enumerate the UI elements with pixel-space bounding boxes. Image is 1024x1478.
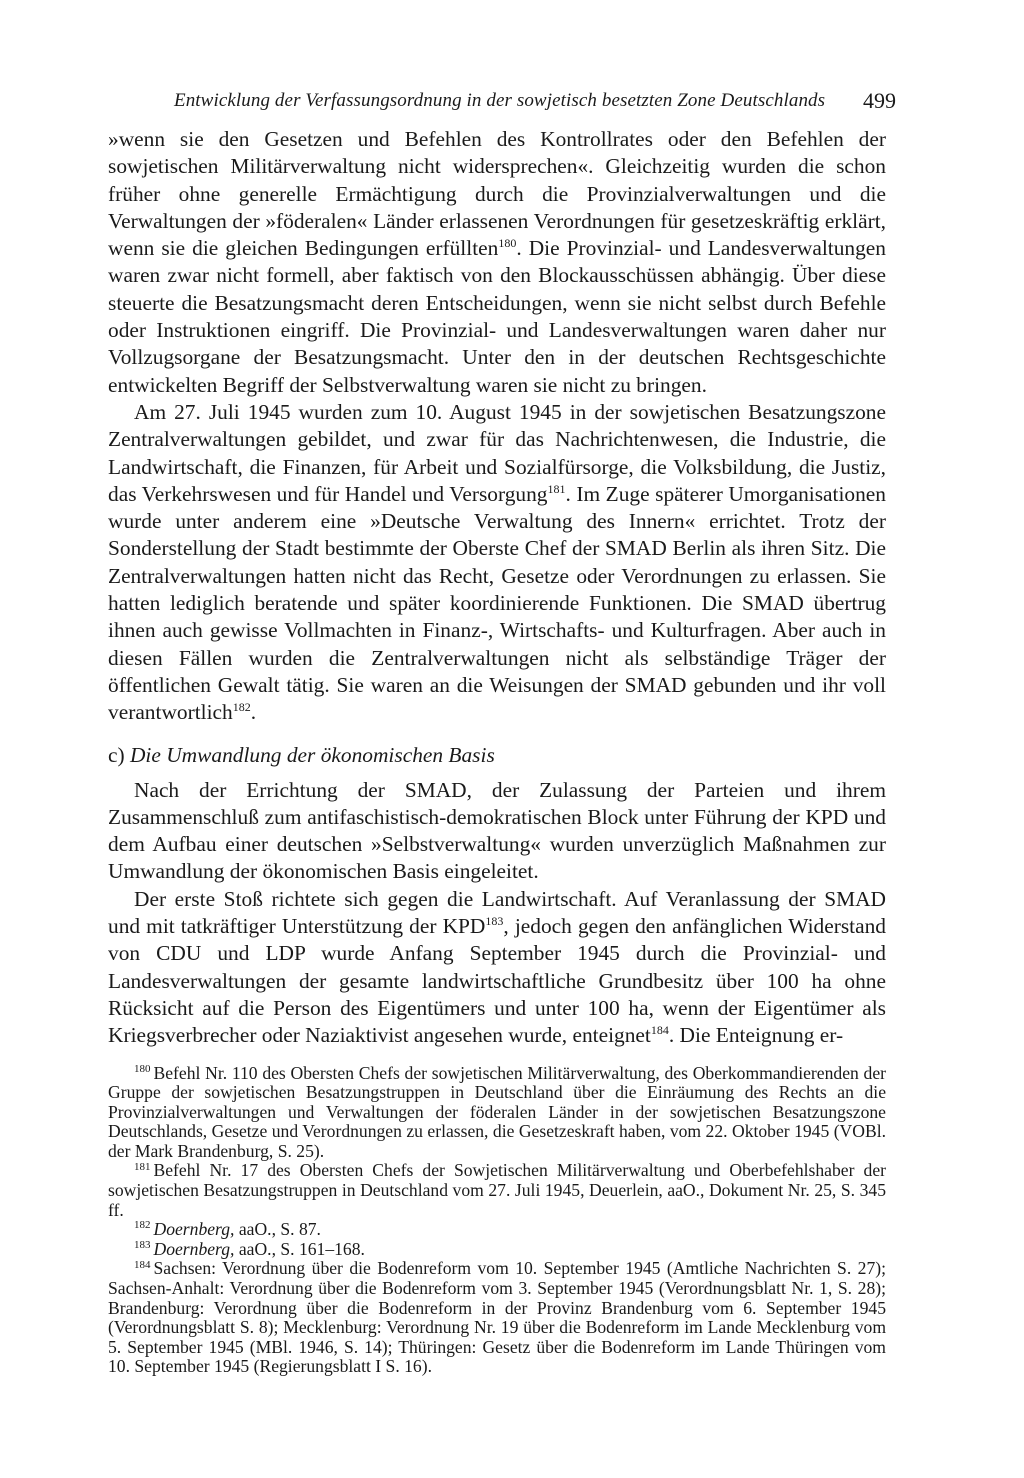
footnote (108, 1064, 886, 1162)
footnote-number: 182 (134, 1219, 151, 1232)
text-run: Befehl Nr. 110 des Obersten Chefs der sowjetischen Militärverwaltung, des Oberkommandierenden der Gruppe der sowjetischen Besatzungstruppen in Deutschland über die Einräumung des Rechts an die Provinzialverwaltungen und Verwaltungen der föderalen Länder in der sowjetischen Besatzungszone Deutschlands, Gesetze und Verordnungen zu erlassen, die Gesetzeskraft haben, vom 22. Oktober 1945 (VOBl. der Mark Brandenburg, S. 25). (108, 1062, 886, 1161)
paragraph (108, 886, 886, 1050)
footnote-ref: 183 (485, 913, 504, 928)
footnote-ref: 180 (498, 236, 517, 251)
footnote-number: 183 (134, 1238, 151, 1251)
text-run: . Die Provinzial- und Landesverwaltungen waren zwar nicht formell, aber faktisch von den Blockausschüssen abhängig. Über diese steuerte die Besatzungsmacht deren Entscheidungen, wenn sie nicht selbst durch Befehle oder Instruktionen eingriff. Die Provinzial- und Landesverwaltungen waren daher nur Vollzugsorgane der Besatzungsmacht. Unter den in der deutschen Rechtsgeschichte entwickelten Begriff der Selbstverwaltung waren sie nicht zu bringen. (108, 236, 886, 397)
footnote (108, 1240, 886, 1260)
page-number: 499 (863, 88, 896, 113)
footnote-ref: 181 (547, 481, 566, 496)
text-run: Befehl Nr. 17 des Obersten Chefs der Sowjetischen Militärverwaltung und Oberbefehlshaber der sowjetischen Besatzungstruppen in Deutschland vom 27. Juli 1945, Deuerlein, aaO., Dokument Nr. 25, S. 345 ff. (108, 1160, 886, 1220)
footnote-number: 181 (134, 1160, 151, 1173)
footnote-number: 184 (134, 1258, 151, 1271)
running-title: Entwicklung der Verfassungsordnung in der sowjetisch besetzten Zone Deutschlands (174, 90, 826, 111)
footnote (108, 1220, 886, 1240)
footnote-number: 180 (134, 1062, 151, 1075)
text-run: Sachsen: Verordnung über die Bodenreform vom 10. September 1945 (Amtliche Nachrichten S. 27); Sachsen-Anhalt: Verordnung über die Bodenreform vom 3. September 1945 (Verordnungsblatt Nr. 1, S. 28); Brandenburg: Verordnung über die Bodenreform in der Provinz Brandenburg vom 6. September 1945 (Verordnungsblatt S. 8); Mecklenburg: Verordnung Nr. 19 über die Bodenreform im Lande Mecklenburg vom 5. September 1945 (MBl. 1946, S. 14); Thüringen: Gesetz über die Bodenreform im Lande Thüringen vom 10. September 1945 (Regierungsblatt I S. 16). (108, 1258, 886, 1377)
italic-text: Doernberg, (153, 1238, 235, 1259)
text-run: . Im Zuge späterer Umorganisationen wurde unter anderem eine »Deutsche Verwaltung des Innern« errichtet. Trotz der Sonderstellung der Stadt bestimmte der Oberste Chef der SMAD Berlin als ihren Sitz. Die Zentralverwaltungen hatten nicht das Recht, Gesetze oder Verordnungen zu erlassen. Sie hatten lediglich beratende und später koordinierende Funktionen. Die SMAD übertrug ihnen auch gewisse Vollmachten in Finanz-, Wirtschafts- und Kulturfragen. Aber auch in diesen Fällen wurden die Zentralverwaltungen nicht als selbständige Träger der öffentlichen Gewalt tätig. Sie waren an die Weisungen der SMAD gebunden und ihr voll verantwortlich (108, 481, 886, 725)
text-run: . Die Enteignung er- (668, 1023, 844, 1048)
text-run: , jedoch gegen den anfänglichen Widerstand von CDU und LDP wurde Anfang September 1945 durch die Provinzial- und Landesverwaltungen der gesamte landwirtschaftliche Grundbesitz über 100 ha ohne Rücksicht auf die Person des Eigentümers und unter 100 ha, wenn der Eigentümer als Kriegsverbrecher oder Naziaktivist angesehen wurde, enteignet (108, 914, 886, 1048)
section-heading (108, 741, 886, 769)
text-run: Nach der Errichtung der SMAD, der Zulassung der Parteien und ihrem Zusammenschluß zum antifaschistisch-demokratischen Block unter Führung der KPD und dem Aufbau einer deutschen »Selbstverwaltung« wurden unverzüglich Maßnahmen zur Umwandlung der ökonomischen Basis eingeleitet. (108, 777, 886, 884)
italic-text: Doernberg, (153, 1219, 235, 1240)
paragraph (108, 399, 886, 727)
footnotes (108, 1064, 886, 1378)
footnote-ref: 182 (232, 700, 251, 715)
text-run: Der erste Stoß richtete sich gegen die Landwirtschaft. Auf Veranlassung der SMAD und mit tatkräftiger Unterstützung der KPD (108, 886, 886, 939)
paragraph (108, 126, 886, 399)
page (108, 86, 896, 1377)
footnote (108, 1259, 886, 1377)
footnote-ref: 184 (650, 1023, 669, 1038)
section-label: c) (108, 742, 125, 767)
text-run: . (250, 700, 257, 725)
body-text (108, 126, 886, 1050)
text-run: Am 27. Juli 1945 wurden zum 10. August 1945 in der sowjetischen Besatzungszone Zentralverwaltungen gebildet, und zwar für das Nachrichtenwesen, die Industrie, die Landwirtschaft, die Finanzen, für Arbeit und Sozialfürsorge, die Volksbildung, die Justiz, das Verkehrswesen und für Handel und Versorgung (108, 399, 886, 506)
paragraph (108, 777, 886, 886)
text-run: aaO., S. 161–168. (234, 1238, 365, 1259)
footnote (108, 1161, 886, 1220)
text-run: »wenn sie den Gesetzen und Befehlen des Kontrollrates oder den Befehlen der sowjetischen Militärverwaltung nicht widersprechen«. Gleichzeitig wurden die schon früher ohne generelle Ermächtigung durch die Provinzialverwaltungen und die Verwaltungen der »föderalen« Länder erlassenen Verordnungen für gesetzeskräftig erklärt, wenn sie die gleichen Bedingungen erfüllten (108, 127, 886, 261)
section-title: Die Umwandlung der ökonomischen Basis (129, 742, 495, 767)
running-head (108, 86, 896, 126)
text-run: aaO., S. 87. (234, 1219, 321, 1240)
